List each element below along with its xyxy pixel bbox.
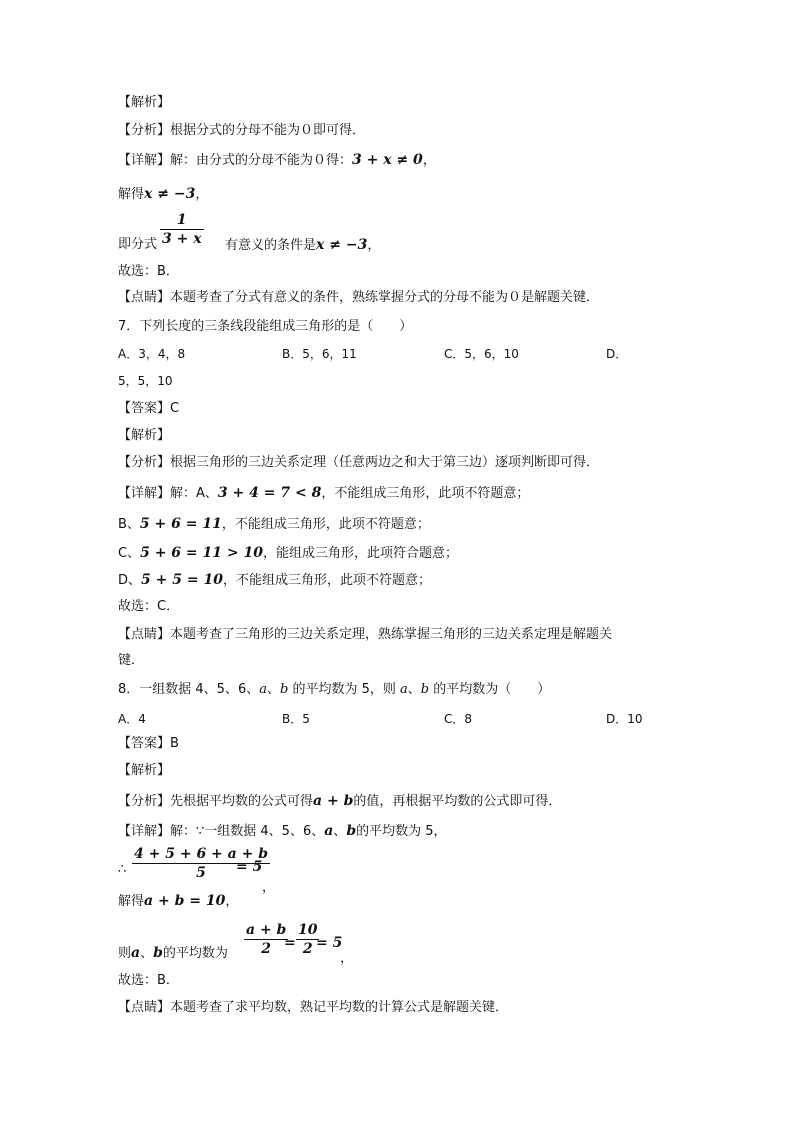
- var-a: a: [400, 682, 408, 697]
- fenxi-text: 的值，再根据平均数的公式即可得．: [353, 794, 562, 809]
- q7-option-d-value: 5，5，10: [118, 374, 173, 388]
- punct: 、: [333, 824, 347, 839]
- q7-detail-d: [118, 571, 431, 590]
- xiangjie-text: 【详解】解：由分式的分母不能为０得：: [118, 153, 353, 168]
- ze-text: 的平均数为: [162, 946, 228, 961]
- detail-text: 的平均数为 5，: [356, 824, 447, 839]
- fraction-bar: [160, 229, 204, 230]
- jifenshi-line: [118, 236, 157, 254]
- dianjing-line-1: 【点睛】本题考查了分式有意义的条件，熟练掌握分式的分母不能为０是解题关键．: [118, 290, 600, 305]
- stem-text: 的平均数为（ ）: [429, 682, 551, 697]
- fraction-denominator: 2: [261, 941, 272, 957]
- var-a: a: [131, 945, 141, 961]
- var-b: b: [346, 823, 357, 839]
- therefore-symbol: ∴: [118, 862, 127, 877]
- frac1-rhs: = 5: [236, 859, 263, 875]
- q8-jiede: [118, 892, 238, 911]
- equals-sign: =: [284, 935, 296, 951]
- fraction-1-over-3-plus-x: [160, 212, 204, 247]
- q7-fenxi: 【分析】根据三角形的三边关系定理（任意两边之和大于第三边）逐项判断即可得．: [118, 455, 600, 470]
- ze-text: 则: [118, 946, 132, 961]
- math-expression: x ≠ −3: [316, 237, 368, 253]
- var-b: b: [280, 682, 289, 697]
- var-b: b: [153, 945, 163, 961]
- detail-prefix: D、: [118, 573, 142, 588]
- q8-option-d: D．10: [606, 712, 643, 726]
- q7-jiexi-heading: 【解析】: [118, 428, 171, 443]
- fenxi-text: 【分析】先根据平均数的公式可得: [118, 794, 314, 809]
- q7-option-b: B．5，6，11: [282, 347, 357, 361]
- punct: ，: [340, 951, 354, 966]
- q8-fenxi: [118, 792, 561, 811]
- q7-detail-c: [118, 544, 458, 563]
- fenxi-line-1: 【分析】根据分式的分母不能为０即可得．: [118, 123, 366, 138]
- math-expression: 3 + 4 = 7 < 8: [217, 485, 322, 501]
- math-expression: a + b: [313, 793, 354, 809]
- stem-text: 的平均数为 5，则: [288, 682, 400, 697]
- math-expression: a + b = 10: [144, 893, 226, 909]
- question-8-stem: [118, 681, 550, 699]
- q8-jiexi-heading: 【解析】: [118, 763, 171, 778]
- q8-detail: [118, 822, 447, 841]
- fraction-numerator: 4 + 5 + 6 + a + b: [134, 846, 268, 862]
- jiede-text: 解得: [118, 187, 145, 202]
- q7-detail-a: [118, 484, 529, 503]
- fraction-numerator: a + b: [246, 922, 287, 938]
- fraction-numerator: 1: [176, 212, 187, 228]
- math-expression: 3 + x ≠ 0: [352, 152, 423, 168]
- fraction-a-plus-b-over-2: [244, 922, 288, 957]
- q7-dianjing-2: 键．: [118, 653, 145, 668]
- math-expression: x ≠ −3: [144, 186, 196, 202]
- q8-answer: 【答案】B: [118, 736, 179, 751]
- q8-ze-line: [118, 944, 228, 963]
- q8-dianjing: 【点睛】本题考查了求平均数，熟记平均数的计算公式是解题关键．: [118, 1000, 509, 1015]
- detail-prefix: C、: [118, 546, 141, 561]
- q7-option-c: C．5，6，10: [444, 347, 519, 361]
- var-b: b: [420, 682, 430, 697]
- q8-guxuan: 故选：B．: [118, 973, 179, 988]
- jifenshi-text: 即分式: [118, 237, 158, 252]
- q8-option-b: B．5: [282, 712, 310, 726]
- fraction-denominator: 3 + x: [162, 231, 202, 247]
- q7-detail-b: [118, 515, 430, 534]
- var-a: a: [259, 682, 267, 697]
- q8-option-c: C．8: [444, 712, 473, 726]
- math-expression: 5 + 5 = 10: [141, 572, 223, 588]
- punct: ，: [367, 238, 381, 253]
- q7-guxuan: 故选：C．: [118, 599, 180, 614]
- punct: ，: [195, 187, 209, 202]
- fraction-numerator: 10: [298, 922, 318, 938]
- q7-option-a: A．3，4，8: [118, 347, 186, 361]
- frac3-rhs: = 5: [316, 935, 343, 951]
- detail-suffix: ，不能组成三角形，此项不符题意；: [222, 573, 431, 588]
- guxuan-line-1: 故选：B．: [118, 264, 179, 279]
- fraction-denominator: 2: [302, 941, 313, 957]
- jiexi-heading-1: 【解析】: [118, 95, 171, 110]
- punct: ，: [262, 880, 276, 895]
- jifenshi-mid-text: 有意义的条件是: [225, 238, 317, 253]
- fraction-denominator: 5: [196, 865, 206, 881]
- punct: 、: [266, 682, 280, 697]
- q7-answer: 【答案】C: [118, 401, 180, 416]
- detail-suffix: ，能组成三角形，此项符合题意；: [262, 546, 458, 561]
- fraction-bar: [244, 939, 288, 940]
- q8-option-a: A．4: [118, 712, 146, 726]
- punct: ，: [422, 153, 436, 168]
- punct: ，: [225, 894, 239, 909]
- detail-suffix: ，不能组成三角形，此项不符题意；: [221, 517, 430, 532]
- math-expression: 5 + 6 = 11: [139, 516, 222, 532]
- detail-text: 【详解】解：∵一组数据 4、5、6、: [118, 824, 325, 839]
- question-7-stem: 7．下列长度的三条线段能组成三角形的是（ ）: [118, 319, 413, 334]
- punct: 、: [407, 682, 421, 697]
- stem-text: 8．一组数据 4、5、6、: [118, 682, 260, 697]
- detail-prefix: 【详解】解：A、: [118, 486, 218, 501]
- xiangjie-line-1: [118, 151, 436, 170]
- jiede-text: 解得: [118, 894, 145, 909]
- q7-dianjing-1: 【点睛】本题考查了三角形的三边关系定理，熟练掌握三角形的三边关系定理是解题关: [118, 627, 613, 642]
- detail-prefix: B、: [118, 517, 140, 532]
- jifenshi-line-rest: [225, 236, 380, 255]
- jiede-line-1: [118, 185, 208, 204]
- q7-option-d-label: D．: [606, 347, 628, 361]
- detail-suffix: ，不能组成三角形，此项不符题意；: [321, 486, 530, 501]
- math-expression: 5 + 6 = 11 > 10: [140, 545, 263, 561]
- punct: 、: [140, 946, 154, 961]
- var-a: a: [324, 823, 334, 839]
